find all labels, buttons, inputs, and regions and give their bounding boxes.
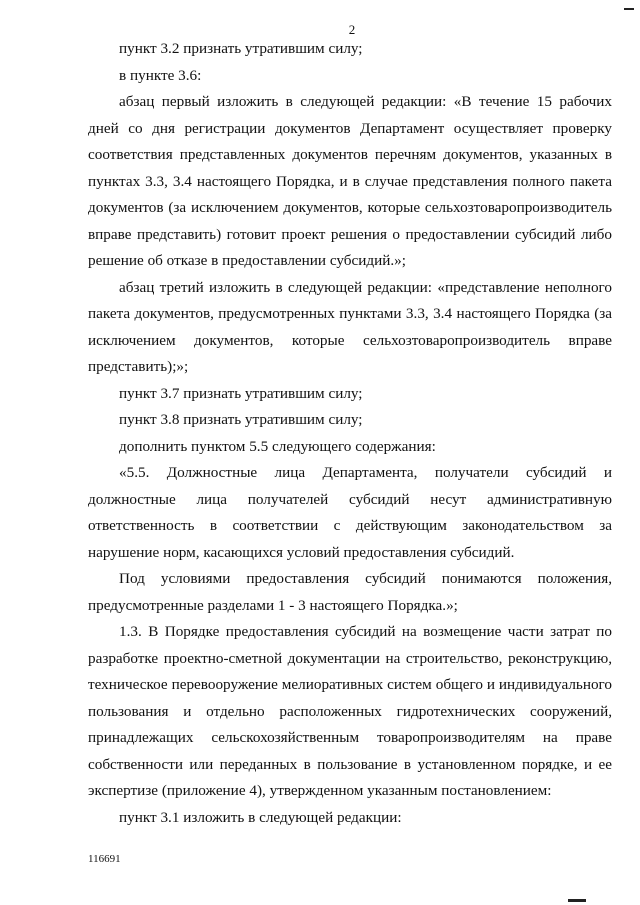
page-number: 2 — [348, 22, 356, 37]
paragraph-7: дополнить пунктом 5.5 следующего содержания: — [119, 437, 436, 455]
paragraph-6: пункт 3.8 признать утратившим силу; — [119, 411, 363, 428]
scan-mark-top — [624, 8, 634, 10]
document-body — [88, 36, 612, 831]
paragraph-3: абзац первый изложить в следующей редакции: «В течение 15 рабочих дней со дня регистрации документов Департамент осуществляет проверку соответствия представленных документов перечням документов, указанных в пунктах 3.3, 3.4 настоящего Порядка, и в случае представления полного пакета документов (за исключением документов, которые сельхозтоваропроизводитель вправе представить) готовит проект решения о предоставлении субсидий либо решение об отказе в предоставлении субсидий.»; — [88, 93, 612, 269]
paragraph-1: пункт 3.2 признать утратившим силу; — [119, 40, 363, 57]
paragraph-8: «5.5. Должностные лица Департамента, получатели субсидий и должностные лица получателей субсидий несут административную ответственность в соответствии с действующим законодательством за нарушение норм, касающихся условий предоставления субсидий. — [88, 464, 612, 561]
paragraph-5: пункт 3.7 признать утратившим силу; — [119, 384, 363, 402]
paragraph-10: 1.3. В Порядке предоставления субсидий на возмещение части затрат по разработке проектно-сметной документации на строительство, реконструкцию, техническое перевооружение мелиоративных систем общего и индивидуального пользования и отдельно расположенных гидротехнических сооружений, принадлежащих сельскохозяйственным товаропроизводителям на праве собственности или переданных в пользование в установленном порядке, и ее экспертизе (приложение 4), утвержденном указанным постановлением: — [88, 623, 612, 799]
paragraph-11: пункт 3.1 изложить в следующей редакции: — [119, 808, 402, 826]
document-code: 116691 — [88, 853, 121, 865]
paragraph-4: абзац третий изложить в следующей редакции: «представление неполного пакета документов, предусмотренных пунктами 3.3, 3.4 настоящего Порядка (за исключением документов, которые сельхозтоваропроизводитель вправе представить);»; — [88, 278, 612, 375]
paragraph-9: Под условиями предоставления субсидий понимаются положения, предусмотренные разделами 1 - 3 настоящего Порядка.»; — [88, 570, 612, 614]
scan-mark-bottom — [568, 899, 586, 902]
paragraph-2: в пункте 3.6: — [119, 66, 202, 84]
